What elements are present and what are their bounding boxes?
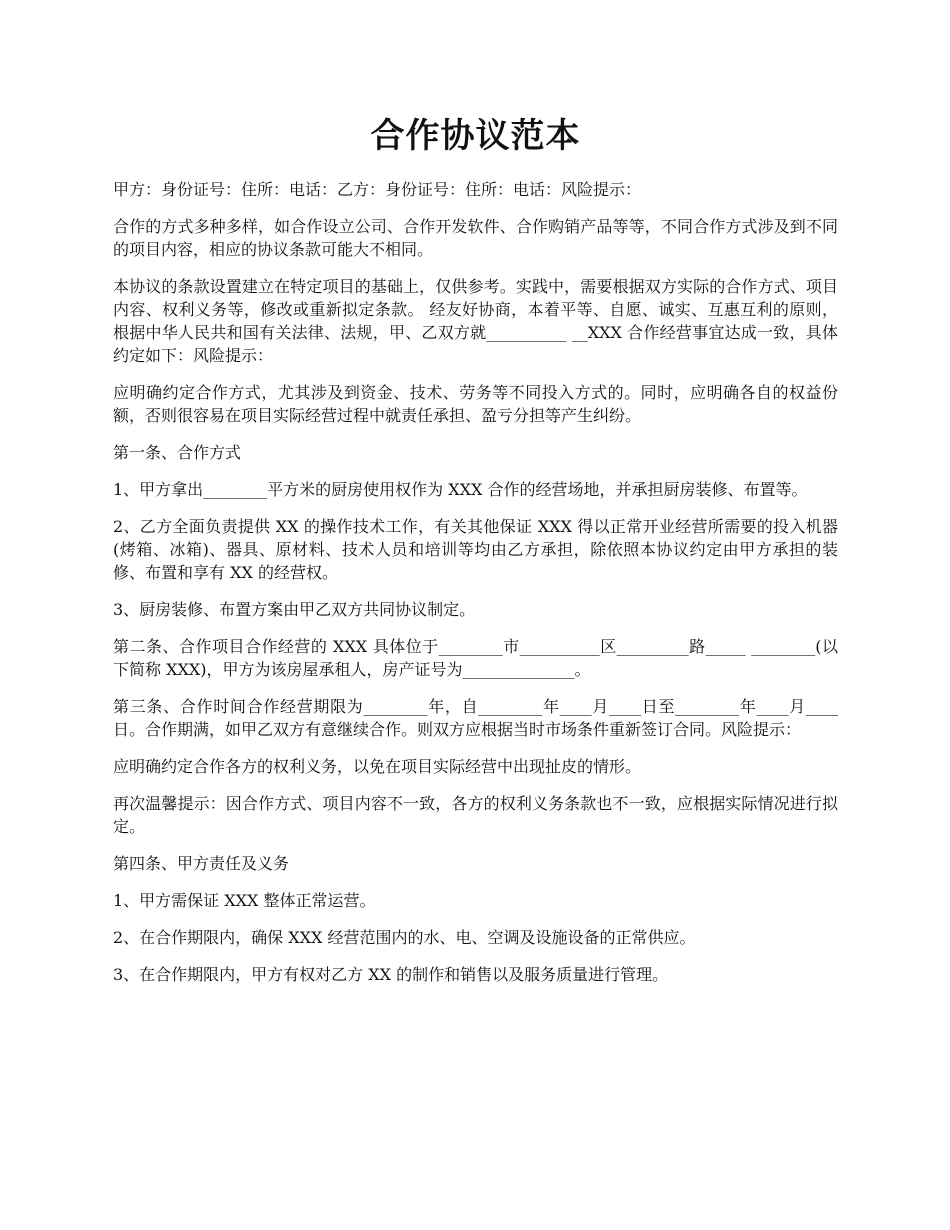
preamble-paragraph: 本协议的条款设置建立在特定项目的基础上，仅供参考。实践中，需要根据双方实际的合作方式、项目内容、权利义务等，修改或重新拟定条款。 经友好协商，本着平等、自愿、诚实、互惠互利的原则，根据中华人民共和国有关法律、法规，甲、乙双方就__________ __XXX 合作经营事宜达成一致，具体约定如下：风险提示：: [113, 277, 838, 365]
article-2-paragraph: 第二条、合作项目合作经营的 XXX 具体位于________市__________区_________路_____ ________(以下简称 XXX)，甲方为该房屋承租人，房产证号为______________。: [113, 637, 838, 679]
reminder-paragraph: 再次温馨提示：因合作方式、项目内容不一致，各方的权利义务条款也不一致，应根据实际情况进行拟定。: [113, 794, 838, 836]
parties-line: 甲方：身份证号：住所：电话：乙方：身份证号：住所：电话：风险提示：: [113, 180, 642, 199]
article-1-heading: 第一条、合作方式: [113, 443, 242, 462]
risk-note-rights: 应明确约定合作各方的权利义务，以免在项目实际经营中出现扯皮的情形。: [113, 757, 642, 776]
article-4-clause-1: 1、甲方需保证 XXX 整体正常运营。: [113, 891, 376, 910]
article-1-clause-1: 1、甲方拿出________平方米的厨房使用权作为 XXX 合作的经营场地，并承担厨房装修、布置等。: [113, 480, 808, 499]
article-4-clause-2: 2、在合作期限内，确保 XXX 经营范围内的水、电、空调及设施设备的正常供应。: [113, 928, 696, 947]
article-1-clause-3: 3、厨房装修、布置方案由甲乙双方共同协议制定。: [113, 600, 476, 619]
article-4-heading: 第四条、甲方责任及义务: [113, 854, 290, 873]
risk-note-investment: 应明确约定合作方式，尤其涉及到资金、技术、劳务等不同投入方式的。同时，应明确各自的权益份额，否则很容易在项目实际经营过程中就责任承担、盈亏分担等产生纠纷。: [113, 383, 838, 425]
risk-note-cooperation-forms: 合作的方式多种多样，如合作设立公司、合作开发软件、合作购销产品等等，不同合作方式涉及到不同的项目内容，相应的协议条款可能大不相同。: [113, 217, 838, 259]
article-1-clause-2: 2、乙方全面负责提供 XX 的操作技术工作，有关其他保证 XXX 得以正常开业经营所需要的投入机器(烤箱、冰箱)、器具、原材料、技术人员和培训等均由乙方承担，除依照本协议约定由甲方承担的装修、布置和享有 XX 的经营权。: [113, 517, 838, 582]
document-body: [113, 178, 838, 1000]
article-3-paragraph: 第三条、合作时间合作经营期限为________年，自________年____月____日至________年____月____日。合作期满，如甲乙双方有意继续合作。则双方应根据当时市场条件重新签订合同。风险提示：: [113, 697, 838, 739]
document-title: 合作协议范本: [370, 116, 581, 156]
article-4-clause-3: 3、在合作期限内，甲方有权对乙方 XX 的制作和销售以及服务质量进行管理。: [113, 965, 669, 984]
